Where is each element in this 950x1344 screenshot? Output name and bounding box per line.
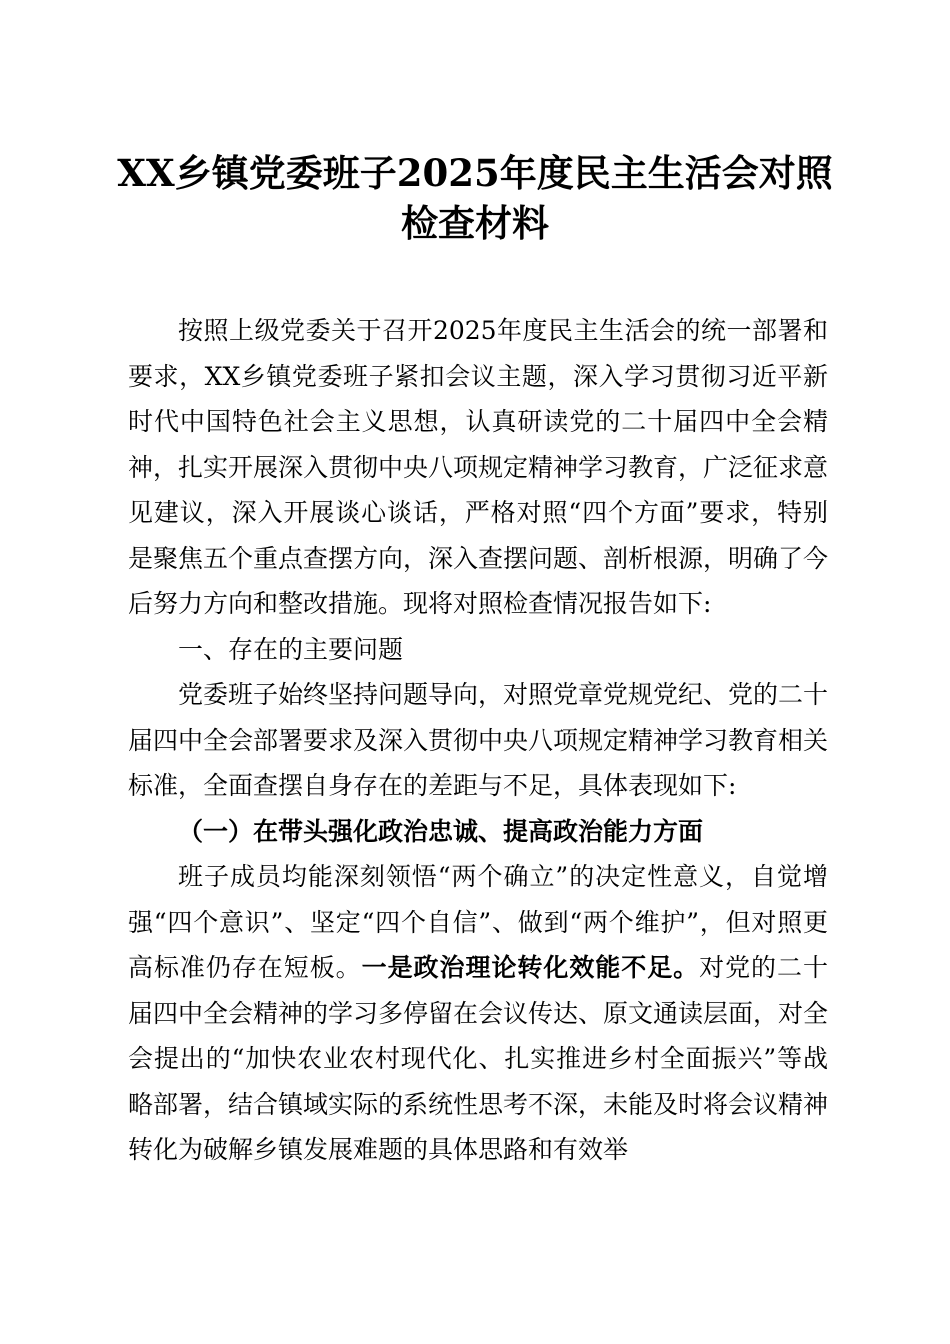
subsection-paragraph bbox=[128, 854, 828, 1173]
point-label: 一是政治理论转化效能不足。 bbox=[361, 953, 700, 982]
subsection-paragraph-start: 班子成员均能深刻领悟“两个确立”的决定性意义，自觉增强“四个意识”、坚定“四个自信”、做到“两个维护”，但对照更高标准仍存在短板。 bbox=[128, 862, 828, 982]
point-text: 对党的二十届四中全会精神的学习多停留在会议传达、原文通读层面，对全会提出的“加快农业农村现代化、扎实推进乡村全面振兴”等战略部署，结合镇域实际的系统性思考不深，未能及时将会议精神转化为破解乡镇发展难题的具体思路和有效举 bbox=[128, 953, 829, 1164]
document-title: XX乡镇党委班子2025年度民主生活会对照检查材料 bbox=[117, 151, 833, 245]
section-heading: 一、存在的主要问题 bbox=[178, 634, 404, 664]
document-body bbox=[128, 308, 828, 1173]
subsection-heading: （一）在带头强化政治忠诚、提高政治能力方面 bbox=[178, 816, 704, 846]
section-intro-paragraph: 党委班子始终坚持问题导向，对照党章党规党纪、党的二十届四中全会部署要求及深入贯彻中央八项规定精神学习教育相关标准，全面查摆自身存在的差距与不足，具体表现如下: bbox=[128, 680, 829, 800]
intro-paragraph: 按照上级党委关于召开2025年度民主生活会的统一部署和要求，XX乡镇党委班子紧扣会议主题，深入学习贯彻习近平新时代中国特色社会主义思想，认真研读党的二十届四中全会精神，扎实开展深入贯彻中央八项规定精神学习教育，广泛征求意见建议，深入开展谈心谈话，严格对照“四个方面”要求，特别是聚焦五个重点查摆方向，深入查摆问题、剖析根源，明确了今后努力方向和整改措施。现将对照检查情况报告如下: bbox=[128, 316, 829, 618]
